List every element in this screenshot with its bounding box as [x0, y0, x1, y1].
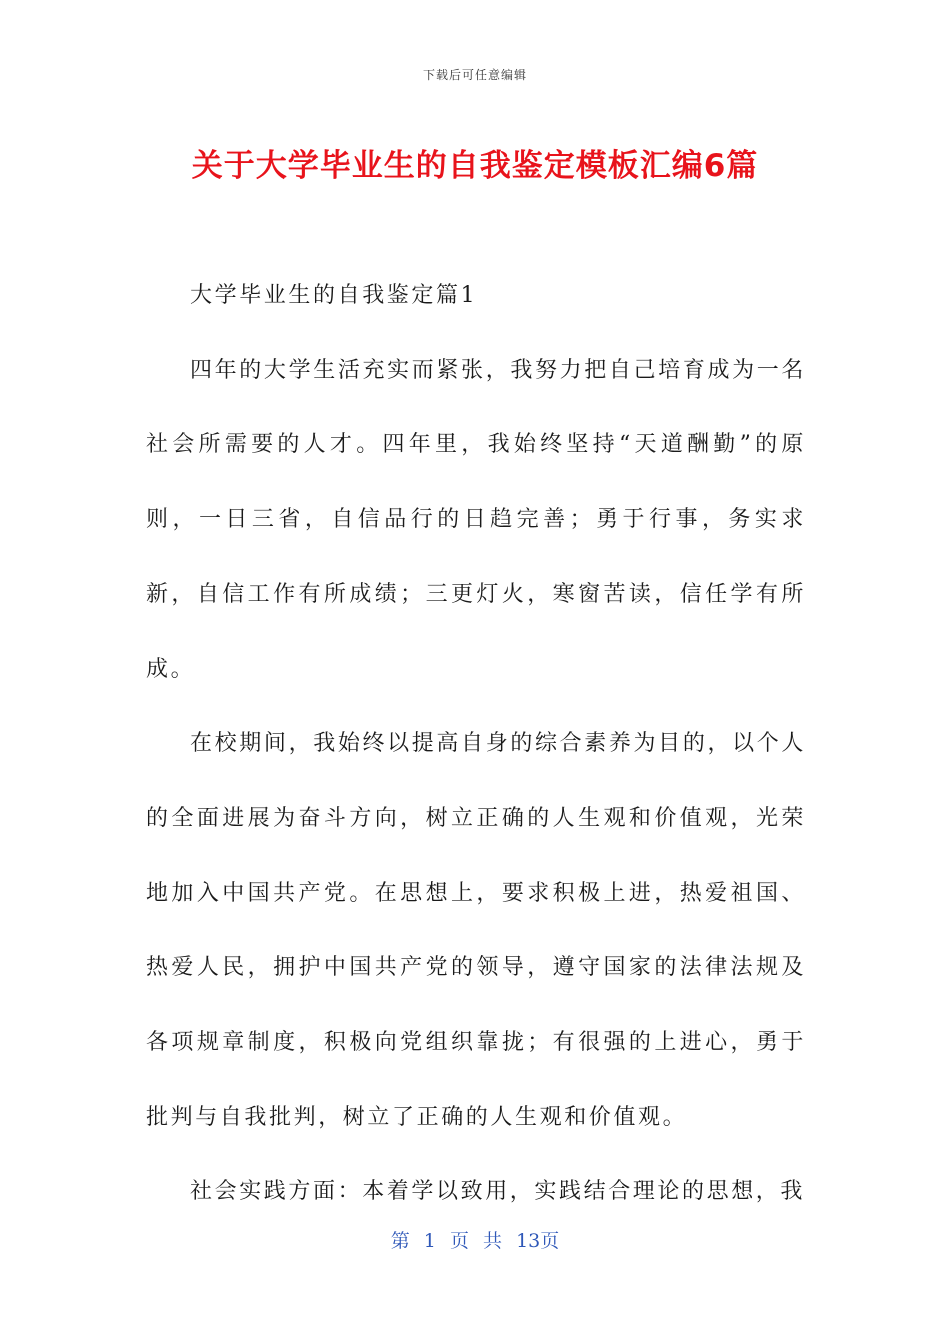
- header-note: 下载后可任意编辑: [422, 68, 527, 82]
- footer-prefix: 第: [390, 1230, 410, 1252]
- footer-total-label: 共: [483, 1230, 503, 1252]
- document-body: [146, 259, 806, 1230]
- paragraph-2: 在校期间，我始终以提高自身的综合素养为目的，以个人的全面进展为奋斗方向，树立正确的人生观和价值观，光荣地加入中国共产党。在思想上，要求积极上进，热爱祖国、热爱人民，拥护中国共产党的领导，遵守国家的法律法规及各项规章制度，积极向党组织靠拢；有很强的上进心，勇于批判与自我批判，树立了正确的人生观和价值观。: [146, 731, 806, 1130]
- section-heading: 大学毕业生的自我鉴定篇1: [190, 283, 478, 308]
- page-footer: [0, 1226, 950, 1253]
- paragraph-3: 社会实践方面：本着学以致用，实践结合理论的思想，我: [190, 1179, 806, 1205]
- document-title: 关于大学毕业生的自我鉴定模板汇编6篇: [191, 148, 759, 184]
- paragraph-1: 四年的大学生活充实而紧张，我努力把自己培育成为一名社会所需要的人才。四年里，我始终坚持“天道酬勤”的原则，一日三省，自信品行的日趋完善；勇于行事，务实求新，自信工作有所成绩；三更灯火，寒窗苦读，信任学有所成。: [146, 357, 806, 682]
- footer-mid: 页: [449, 1230, 469, 1252]
- footer-total-pages: 13页: [516, 1230, 560, 1252]
- footer-page-number: 1: [423, 1230, 436, 1252]
